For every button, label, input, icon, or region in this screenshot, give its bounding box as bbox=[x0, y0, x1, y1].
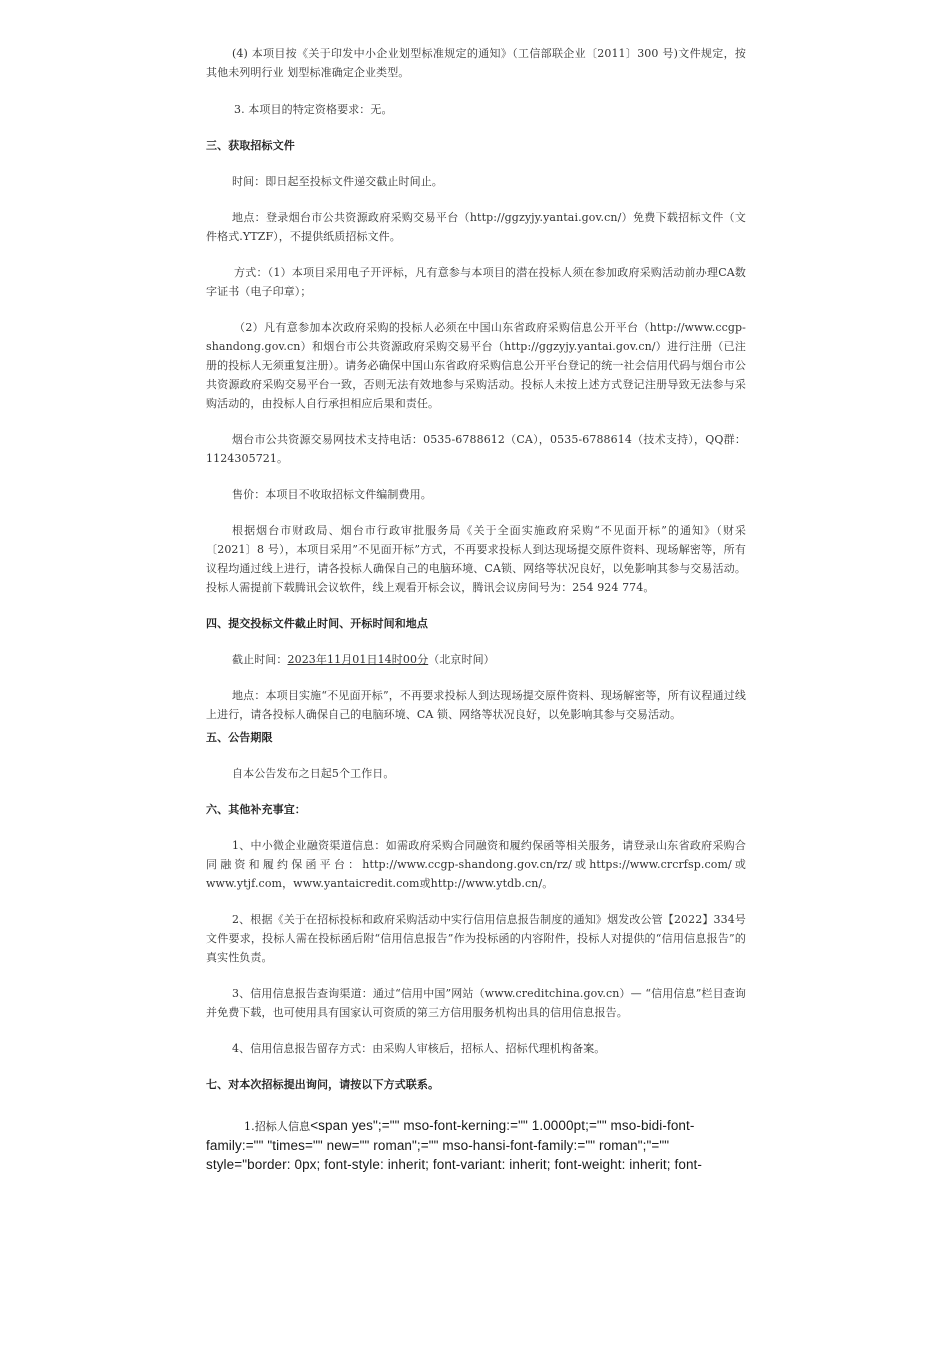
paragraph-deadline bbox=[206, 650, 746, 669]
section-heading-5: 五、公告期限 bbox=[206, 731, 273, 744]
paragraph-tech-support: 烟台市公共资源交易网技术支持电话：0535-6788612（CA），0535-6788614（技术支持），QQ群：1124305721。 bbox=[206, 433, 746, 465]
section-heading-7: 七、对本次招标提出询问，请按以下方式联系。 bbox=[206, 1078, 440, 1091]
paragraph-special-qualification: 3. 本项目的特定资格要求：无。 bbox=[234, 103, 393, 116]
paragraph-method-1: 方式：（1）本项目采用电子开评标，凡有意参与本项目的潜在投标人须在参加政府采购活动前办理CA数字证书（电子印章）； bbox=[206, 266, 746, 298]
paragraph-credit-report-retention: 4、信用信息报告留存方式：由采购人审核后，招标人、招标代理机构备案。 bbox=[232, 1042, 606, 1055]
deadline-value: 2023年11月01日14时00分 bbox=[287, 653, 429, 666]
section-heading-3: 三、获取招标文件 bbox=[206, 139, 295, 152]
paragraph-method-2: （2）凡有意参加本次政府采购的投标人必须在中国山东省政府采购信息公开平台（http://www.ccgp-shandong.gov.cn）和烟台市公共资源政府采购交易平台（http://ggzyjy.yantai.gov.cn/）进行注册（已注册的投标人无须重复注册）。请务必确保中国山东省政府采购信息公开平台登记的统一社会信用代码与烟台市公共资源政府采购交易平台一致，否则无法有效地参与采购活动。投标人未按上述方式登记注册导致无法参与采购活动的，由投标人自行承担相应后果和责任。 bbox=[206, 321, 746, 410]
tender-info-label: 1.招标人信息 bbox=[244, 1120, 311, 1133]
raw-markup-text bbox=[206, 1116, 746, 1174]
paragraph-time: 时间：即日起至投标文件递交截止时间止。 bbox=[232, 175, 443, 188]
paragraph-location: 地点：登录烟台市公共资源政府采购交易平台（http://ggzyjy.yantai.gov.cn/）免费下载招标文件（文件格式.YTZF），不提供纸质招标文件。 bbox=[206, 211, 746, 243]
section-heading-4: 四、提交投标文件截止时间、开标时间和地点 bbox=[206, 617, 428, 630]
document-body bbox=[206, 44, 746, 1173]
paragraph-credit-report-requirement: 2、根据《关于在招标投标和政府采购活动中实行信用信息报告制度的通知》烟发改公管【2022】334号文件要求，投标人需在投标函后附“信用信息报告”作为投标函的内容附件，投标人对提供的“信用信息报告”的真实性负责。 bbox=[206, 913, 746, 964]
deadline-label: 截止时间： bbox=[232, 653, 288, 666]
paragraph-remote-opening-notice: 根据烟台市财政局、烟台市行政审批服务局《关于全面实施政府采购“不见面开标”的通知》（财采〔2021〕8 号），本项目采用”不见面开标”方式，不再要求投标人到达现场提交原件资料、现场解密等，所有议程均通过线上进行，请各投标人确保自己的电脑环境、CA锁、网络等状况良好，以免影响其参与交易活动。投标人需提前下载腾讯会议软件，线上观看开标会议，腾讯会议房间号为：254 924 774。 bbox=[206, 524, 746, 594]
paragraph-financing: 1、中小微企业融资渠道信息：如需政府采购合同融资和履约保函等相关服务，请登录山东省政府采购合同融资和履约保函平台：http://www.ccgp-shandong.gov.cn/rz/或https://www.crcrfsp.com/或www.ytjf.com，www.yantaicredit.com或http://www.ytdb.cn/。 bbox=[206, 839, 746, 890]
section-heading-6: 六、其他补充事宜： bbox=[206, 803, 306, 816]
paragraph-place: 地点：本项目实施“不见面开标”，不再要求投标人到达现场提交原件资料、现场解密等，所有议程通过线上进行，请各投标人确保自己的电脑环境、CA 锁、网络等状况良好，以免影响其参与交易活动。 bbox=[206, 689, 746, 721]
paragraph-credit-report-query: 3、信用信息报告查询渠道：通过“信用中国”网站（www.creditchina.gov.cn）— “信用信息”栏目查询并免费下载，也可使用具有国家认可资质的第三方信用服务机构出具的信用信息报告。 bbox=[206, 987, 746, 1019]
paragraph-price: 售价：本项目不收取招标文件编制费用。 bbox=[232, 488, 432, 501]
raw-markup-tail bbox=[206, 1116, 746, 1173]
paragraph-period: 自本公告发布之日起5个工作日。 bbox=[232, 767, 395, 780]
deadline-suffix: （北京时间） bbox=[428, 653, 495, 666]
paragraph-enterprise-type: (4) 本项目按《关于印发中小企业划型标准规定的通知》（工信部联企业〔2011〕300 号)文件规定，按 其他未列明行业 划型标准确定企业类型。 bbox=[206, 47, 746, 79]
raw-span-code: <span yes";="" mso-font-kerning:="" 1.0000pt;="" mso-bidi-font-family:="" "times="" new="" roman";="" mso-hansi-font-family:="" roman";"="" style="border: 0px; font-style: inherit; font-variant: inherit; font-weight: inherit; font- bbox=[206, 1118, 702, 1172]
